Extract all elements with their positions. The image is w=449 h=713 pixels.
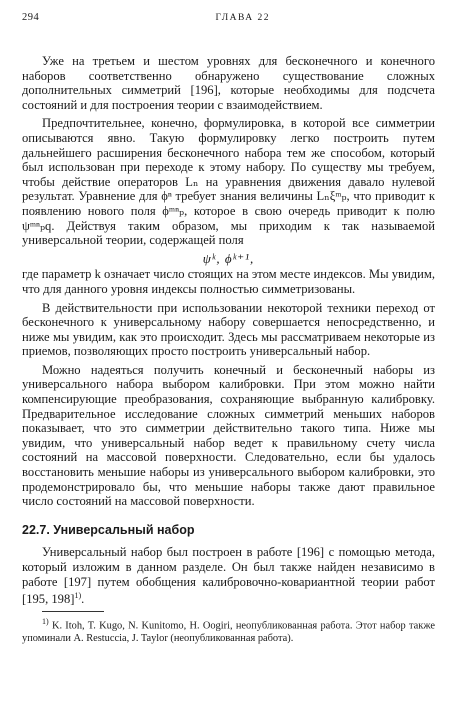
running-header — [22, 12, 435, 28]
paragraph-1: Уже на третьем и шестом уровнях для бесконечного и конечного наборов соответственно обнаружено существование сложных дополнительных симметрий [196], которые необходимы для подсчета состояний и для построения теории с взаимодействием. — [22, 54, 435, 112]
paragraph-5: Можно надеяться получить конечный и бесконечный наборы из универсального набора выбором калибровки. При этом можно найти компенсирующие преобразования, сохраняющие выбранную калибровку. Предварительное исследование сложных симметрий меньших наборов показывает, что это симметрии действительно такого типа. Ниже мы увидим, что универсальный набор ведет к правильному счету числа состояний на массовой поверхности. Следовательно, если бы удалось восстановить меньшие наборы из универсального выбором калибровки, это продемонстрировало бы, что меньшие наборы также дают правильное число состояний на массовой поверхности. — [22, 362, 435, 509]
footnote — [22, 616, 435, 645]
section-paragraph-text: Универсальный набор был построен в работе [196] с помощью метода, который изложим в данном разделе. Он был также найден независимо в работе [197] путем обобщения калибровочно-ковариантной теории работ [195, 198] — [22, 545, 435, 607]
paragraph-3: где параметр k означает число стоящих на этом месте индексов. Мы увидим, что для данного уровня индексы полностью симметризованы. — [22, 267, 435, 296]
paragraph-4: В действительности при использовании некоторой техники переход от бесконечного к универсальному набору совершается непосредственно, и ниже мы увидим, как это происходит. Здесь мы рассматриваем некоторые из приемов, позволяющих просто построить универсальный набор. — [22, 300, 435, 359]
formula-fields: ψᵏ, ϕᵏ⁺¹, — [202, 250, 255, 266]
page-body — [22, 54, 435, 645]
footnote-text: K. Itoh, T. Kugo, N. Kunitomo, H. Oogiri, неопубликованная работа. Этот набор также упоминали A. Restuccia, J. Taylor (неопубликованная работа). — [22, 620, 435, 644]
chapter-title: ГЛАВА 22 — [215, 13, 270, 23]
section-paragraph — [22, 545, 435, 607]
section-paragraph-end: . — [81, 592, 85, 607]
footnote-divider — [42, 611, 104, 612]
paragraph-2: Предпочтительнее, конечно, формулировка, в которой все симметрии описываются явно. Такую формулировку легко построить путем дальнейшего расширения бесконечного набора тем же способом, который был использован при переходе к этому набору. По существу мы требуем, чтобы действие операторов Lₙ на уравнения движения давало нулевой результат. Уравнение для ϕⁿ требует знания величины Lₙξᵐₚ, что приводит к появлению нового поля ϕᵐⁿₚ, которое в свою очередь приводит к полю ψᵐⁿₚq. Действуя таким образом, мы приходим к так называемой универсальной теории, содержащей поля — [22, 116, 435, 248]
page-number: 294 — [22, 12, 40, 23]
section-heading: 22.7. Универсальный набор — [22, 522, 195, 537]
footnote-reference[interactable]: 1) — [74, 591, 82, 601]
footnote-mark: 1) — [42, 616, 49, 626]
